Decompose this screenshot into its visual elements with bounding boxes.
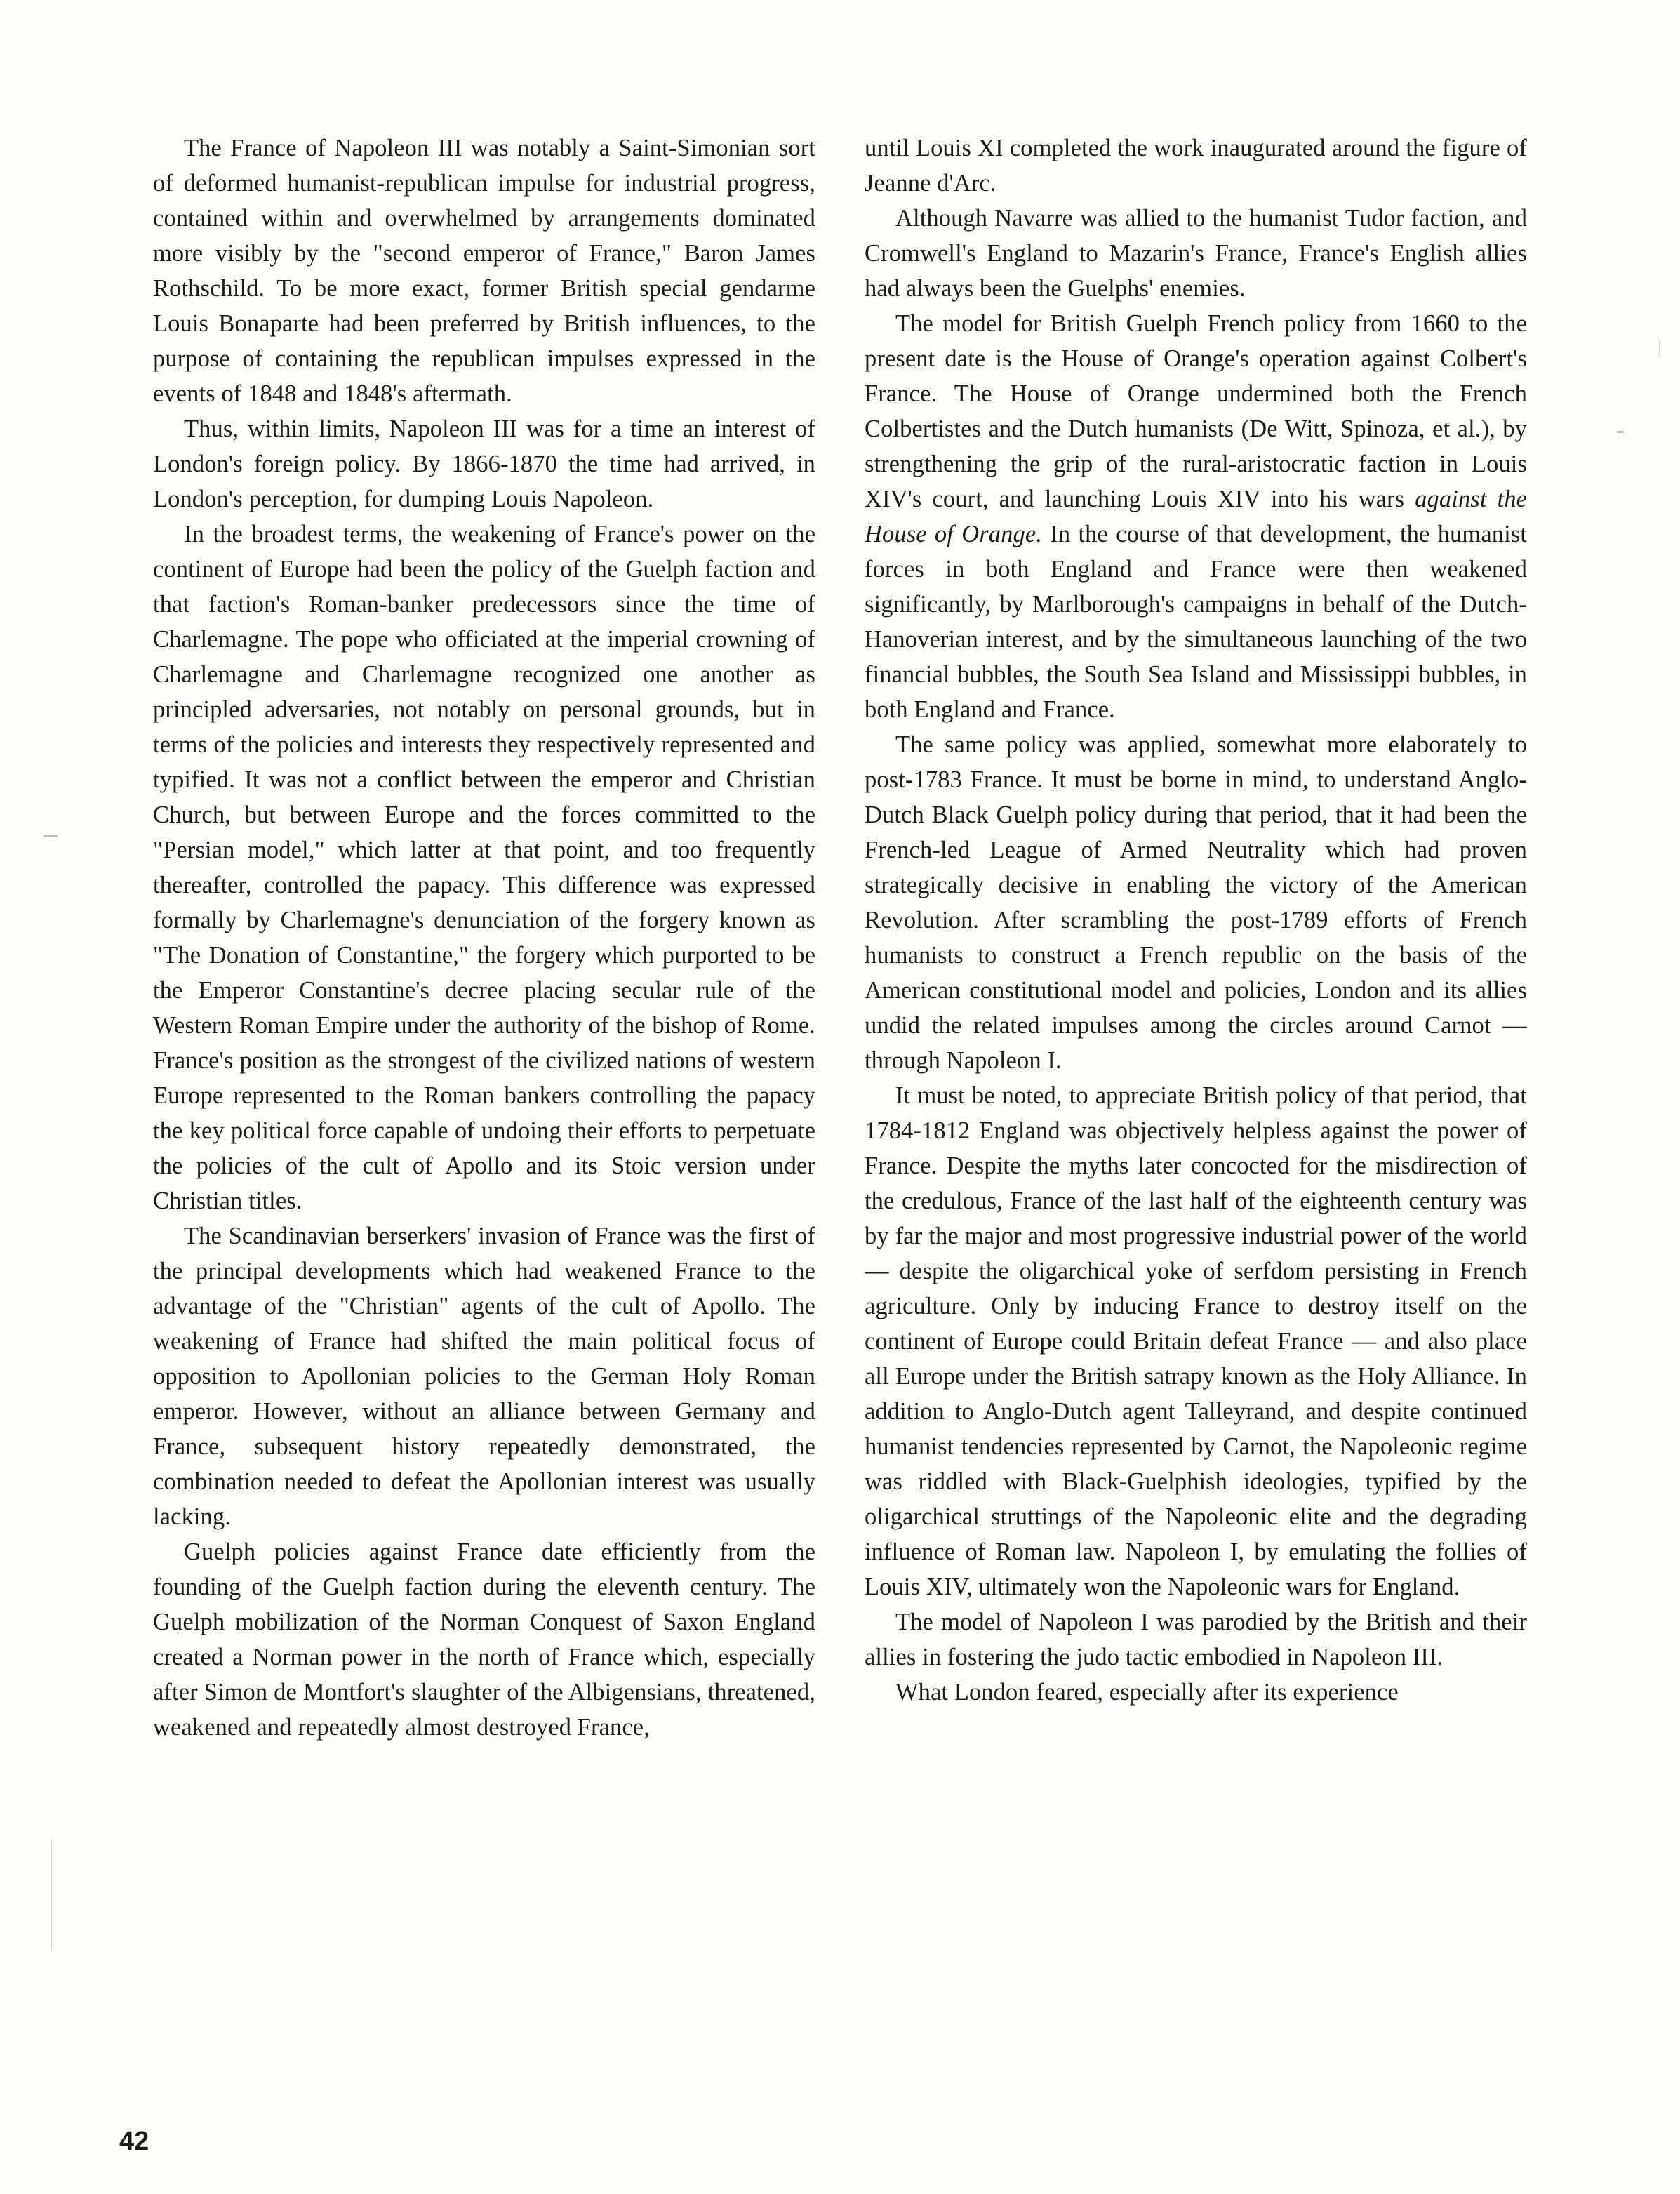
paragraph: Thus, within limits, Napoleon III was for a time an interest of London's foreign policy. By 1866-1870 the time had arrived, in London's perception, for dumping Louis Napoleon. xyxy=(153,415,815,512)
scan-mark xyxy=(44,835,58,837)
paragraph-continuation: until Louis XI completed the work inaugurated around the figure of Jeanne d'Arc. xyxy=(865,135,1527,197)
right-text-column xyxy=(865,131,1527,1710)
paragraph: The Scandinavian berserkers' invasion of France was the first of the principal developments which had weakened France to the advantage of the "Christian" agents of the cult of Apollo. The weakening of France had shifted the main political focus of opposition to Apollonian policies to the German Holy Roman emperor. However, without an alliance between Germany and France, subsequent history repeatedly demonstrated, the combination needed to defeat the Apollonian interest was usually lacking. xyxy=(153,1223,815,1530)
scan-mark xyxy=(51,1839,52,1951)
paragraph: In the broadest terms, the weakening of France's power on the continent of Europe had been the policy of the Guelph faction and that faction's Roman-banker predecessors since the time of Charlemagne. The pope who officiated at the imperial crowning of Charlemagne and Charlemagne recognized one another as principled adversaries, not notably on personal grounds, but in terms of the policies and interests they respectively represented and typified. It was not a conflict between the emperor and Christian Church, but between Europe and the forces committed to the "Persian model," which latter at that point, and too frequently thereafter, controlled the papacy. This difference was expressed formally by Charlemagne's denunciation of the forgery known as "The Donation of Constantine," the forgery which purported to be the Emperor Constantine's decree placing secular rule of the Western Roman Empire under the authority of the bishop of Rome. France's position as the strongest of the civilized nations of western Europe represented to the Roman bankers controlling the papacy the key political force capable of undoing their efforts to perpetuate the policies of the cult of Apollo and its Stoic version under Christian titles. xyxy=(153,521,815,1214)
paragraph: The model of Napoleon I was parodied by the British and their allies in fostering the judo tactic embodied in Napoleon III. xyxy=(865,1609,1527,1670)
paragraph: Although Navarre was allied to the humanist Tudor faction, and Cromwell's England to Mazarin's France, France's English allies had always been the Guelphs' enemies. xyxy=(865,205,1527,302)
paragraph: The France of Napoleon III was notably a Saint-Simonian sort of deformed humanist-republican impulse for industrial progress, contained within and overwhelmed by arrangements dominated more visibly by the "second emperor of France," Baron James Rothschild. To be more exact, former British special gendarme Louis Bonaparte had been preferred by British influences, to the purpose of containing the republican impulses expressed in the events of 1848 and 1848's aftermath. xyxy=(153,135,815,407)
paragraph-text: In the course of that development, the humanist forces in both England and France were then weakened significantly, by Marlborough's campaigns in behalf of the Dutch-Hanoverian interest, and by the simultaneous launching of the two financial bubbles, the South Sea Island and Mississippi bubbles, in both England and France. xyxy=(865,521,1527,723)
scan-mark xyxy=(1617,431,1624,433)
scan-mark xyxy=(1659,340,1660,357)
paragraph: The same policy was applied, somewhat more elaborately to post-1783 France. It must be borne in mind, to understand Anglo-Dutch Black Guelph policy during that period, that it had been the French-led League of Armed Neutrality which had proven strategically decisive in enabling the victory of the American Revolution. After scrambling the post-1789 efforts of French humanists to construct a French republic on the basis of the American constitutional model and policies, London and its allies undid the related impulses among the circles around Carnot — through Napoleon I. xyxy=(865,731,1527,1074)
page-number: 42 xyxy=(119,2127,149,2156)
italic-phrase: against the House of Orange. xyxy=(865,486,1527,547)
paragraph xyxy=(865,306,1527,727)
paragraph: What London feared, especially after its experience xyxy=(895,1679,1399,1706)
left-text-column xyxy=(153,131,815,1745)
paragraph: It must be noted, to appreciate British policy of that period, that 1784-1812 England was objectively helpless against the power of France. Despite the myths later concocted for the misdirection of the credulous, France of the last half of the eighteenth century was by far the major and most progressive industrial power of the world — despite the oligarchical yoke of serfdom persisting in French agriculture. Only by inducing France to destroy itself on the continent of Europe could Britain defeat France — and also place all Europe under the British satrapy known as the Holy Alliance. In addition to Anglo-Dutch agent Talleyrand, and despite continued humanist tendencies represented by Carnot, the Napoleonic regime was riddled with Black-Guelphish ideologies, typified by the oligarchical struttings of the Napoleonic elite and the degrading influence of Roman law. Napoleon I, by emulating the follies of Louis XIV, ultimately won the Napoleonic wars for England. xyxy=(865,1082,1527,1600)
paragraph-text: The model for British Guelph French policy from 1660 to the present date is the House of Orange's operation against Colbert's France. The House of Orange undermined both the French Colbertistes and the Dutch humanists (De Witt, Spinoza, et al.), by strengthening the grip of the rural-aristocratic faction in Louis XIV's court, and launching Louis XIV into his wars xyxy=(865,310,1527,512)
paragraph: Guelph policies against France date efficiently from the founding of the Guelph faction during the eleventh century. The Guelph mobilization of the Norman Conquest of Saxon England created a Norman power in the north of France which, especially after Simon de Montfort's slaughter of the Albigensians, threatened, weakened and repeatedly almost destroyed France, xyxy=(153,1538,815,1741)
